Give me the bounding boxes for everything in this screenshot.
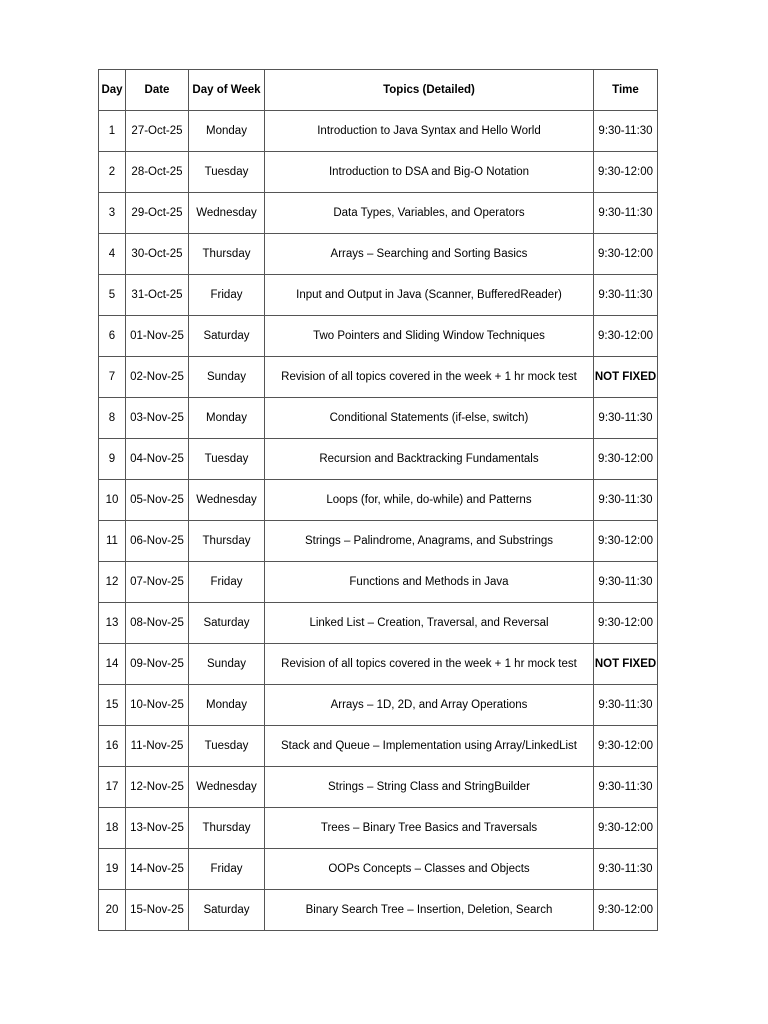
table-row: [99, 234, 658, 275]
cell-topic: Linked List – Creation, Traversal, and Reversal: [265, 603, 594, 644]
cell-date: 04-Nov-25: [126, 439, 189, 480]
cell-date: 28-Oct-25: [126, 152, 189, 193]
cell-topic: Conditional Statements (if-else, switch): [265, 398, 594, 439]
cell-time: 9:30-11:30: [594, 111, 658, 152]
cell-topic: Loops (for, while, do-while) and Patterns: [265, 480, 594, 521]
table-body: [99, 111, 658, 931]
table-row: [99, 521, 658, 562]
cell-time: 9:30-12:00: [594, 316, 658, 357]
cell-time: 9:30-12:00: [594, 152, 658, 193]
header-row: [99, 70, 658, 111]
table-row: [99, 726, 658, 767]
cell-date: 07-Nov-25: [126, 562, 189, 603]
cell-time: 9:30-12:00: [594, 521, 658, 562]
cell-date: 08-Nov-25: [126, 603, 189, 644]
table-row: [99, 193, 658, 234]
cell-time: 9:30-11:30: [594, 767, 658, 808]
cell-day: 14: [99, 644, 126, 685]
cell-topic: Introduction to Java Syntax and Hello World: [265, 111, 594, 152]
cell-day-of-week: Friday: [189, 562, 265, 603]
cell-date: 30-Oct-25: [126, 234, 189, 275]
cell-time: 9:30-11:30: [594, 562, 658, 603]
table-header: [99, 70, 658, 111]
cell-time: 9:30-12:00: [594, 890, 658, 931]
cell-day-of-week: Saturday: [189, 890, 265, 931]
cell-day: 8: [99, 398, 126, 439]
cell-day: 20: [99, 890, 126, 931]
cell-time: 9:30-12:00: [594, 439, 658, 480]
cell-day-of-week: Wednesday: [189, 193, 265, 234]
table-row: [99, 439, 658, 480]
cell-day: 17: [99, 767, 126, 808]
cell-day: 3: [99, 193, 126, 234]
cell-date: 09-Nov-25: [126, 644, 189, 685]
cell-day: 12: [99, 562, 126, 603]
cell-day-of-week: Sunday: [189, 644, 265, 685]
cell-topic: Two Pointers and Sliding Window Techniques: [265, 316, 594, 357]
cell-day-of-week: Saturday: [189, 316, 265, 357]
cell-day-of-week: Monday: [189, 111, 265, 152]
cell-time: 9:30-11:30: [594, 849, 658, 890]
header-day: Day: [99, 70, 126, 111]
cell-day-of-week: Sunday: [189, 357, 265, 398]
cell-time: 9:30-11:30: [594, 193, 658, 234]
header-topics: Topics (Detailed): [265, 70, 594, 111]
table-row: [99, 808, 658, 849]
cell-day: 2: [99, 152, 126, 193]
cell-date: 12-Nov-25: [126, 767, 189, 808]
cell-day: 9: [99, 439, 126, 480]
cell-day-of-week: Saturday: [189, 603, 265, 644]
cell-day: 7: [99, 357, 126, 398]
cell-topic: Arrays – Searching and Sorting Basics: [265, 234, 594, 275]
cell-time: 9:30-12:00: [594, 726, 658, 767]
cell-topic: Stack and Queue – Implementation using Array/LinkedList: [265, 726, 594, 767]
table-row: [99, 849, 658, 890]
cell-time: 9:30-11:30: [594, 275, 658, 316]
cell-time: 9:30-12:00: [594, 603, 658, 644]
cell-date: 05-Nov-25: [126, 480, 189, 521]
cell-time: 9:30-11:30: [594, 685, 658, 726]
cell-topic: Data Types, Variables, and Operators: [265, 193, 594, 234]
header-date: Date: [126, 70, 189, 111]
header-day-of-week: Day of Week: [189, 70, 265, 111]
cell-date: 15-Nov-25: [126, 890, 189, 931]
cell-day: 18: [99, 808, 126, 849]
cell-topic: Functions and Methods in Java: [265, 562, 594, 603]
cell-day: 11: [99, 521, 126, 562]
cell-day: 4: [99, 234, 126, 275]
cell-date: 31-Oct-25: [126, 275, 189, 316]
header-time: Time: [594, 70, 658, 111]
cell-topic: OOPs Concepts – Classes and Objects: [265, 849, 594, 890]
cell-day: 1: [99, 111, 126, 152]
cell-topic: Revision of all topics covered in the week + 1 hr mock test: [265, 357, 594, 398]
table-row: [99, 644, 658, 685]
cell-date: 29-Oct-25: [126, 193, 189, 234]
cell-day: 6: [99, 316, 126, 357]
table-row: [99, 275, 658, 316]
cell-topic: Strings – Palindrome, Anagrams, and Substrings: [265, 521, 594, 562]
cell-day-of-week: Wednesday: [189, 480, 265, 521]
table-row: [99, 603, 658, 644]
cell-topic: Trees – Binary Tree Basics and Traversals: [265, 808, 594, 849]
cell-day: 5: [99, 275, 126, 316]
cell-day-of-week: Thursday: [189, 808, 265, 849]
cell-day-of-week: Thursday: [189, 521, 265, 562]
table-row: [99, 398, 658, 439]
cell-date: 13-Nov-25: [126, 808, 189, 849]
table-row: [99, 316, 658, 357]
cell-topic: Strings – String Class and StringBuilder: [265, 767, 594, 808]
cell-day: 19: [99, 849, 126, 890]
cell-day-of-week: Friday: [189, 849, 265, 890]
cell-time: 9:30-12:00: [594, 234, 658, 275]
cell-time: NOT FIXED: [594, 644, 658, 685]
schedule-table: [98, 69, 658, 931]
cell-date: 06-Nov-25: [126, 521, 189, 562]
cell-time: NOT FIXED: [594, 357, 658, 398]
cell-date: 14-Nov-25: [126, 849, 189, 890]
cell-date: 11-Nov-25: [126, 726, 189, 767]
cell-day-of-week: Friday: [189, 275, 265, 316]
cell-day-of-week: Thursday: [189, 234, 265, 275]
cell-date: 10-Nov-25: [126, 685, 189, 726]
cell-day: 15: [99, 685, 126, 726]
table-row: [99, 562, 658, 603]
table-row: [99, 480, 658, 521]
cell-day-of-week: Tuesday: [189, 726, 265, 767]
cell-time: 9:30-11:30: [594, 480, 658, 521]
cell-topic: Introduction to DSA and Big-O Notation: [265, 152, 594, 193]
cell-day-of-week: Monday: [189, 685, 265, 726]
table-row: [99, 152, 658, 193]
cell-date: 01-Nov-25: [126, 316, 189, 357]
cell-topic: Revision of all topics covered in the week + 1 hr mock test: [265, 644, 594, 685]
cell-topic: Input and Output in Java (Scanner, BufferedReader): [265, 275, 594, 316]
cell-day-of-week: Monday: [189, 398, 265, 439]
table-row: [99, 685, 658, 726]
cell-day: 16: [99, 726, 126, 767]
cell-day: 13: [99, 603, 126, 644]
table-row: [99, 890, 658, 931]
cell-time: 9:30-11:30: [594, 398, 658, 439]
cell-day-of-week: Tuesday: [189, 439, 265, 480]
table-row: [99, 357, 658, 398]
cell-topic: Binary Search Tree – Insertion, Deletion, Search: [265, 890, 594, 931]
cell-day-of-week: Wednesday: [189, 767, 265, 808]
table-row: [99, 111, 658, 152]
table-row: [99, 767, 658, 808]
cell-time: 9:30-12:00: [594, 808, 658, 849]
cell-date: 02-Nov-25: [126, 357, 189, 398]
cell-topic: Recursion and Backtracking Fundamentals: [265, 439, 594, 480]
cell-day: 10: [99, 480, 126, 521]
cell-date: 03-Nov-25: [126, 398, 189, 439]
cell-topic: Arrays – 1D, 2D, and Array Operations: [265, 685, 594, 726]
cell-day-of-week: Tuesday: [189, 152, 265, 193]
cell-date: 27-Oct-25: [126, 111, 189, 152]
